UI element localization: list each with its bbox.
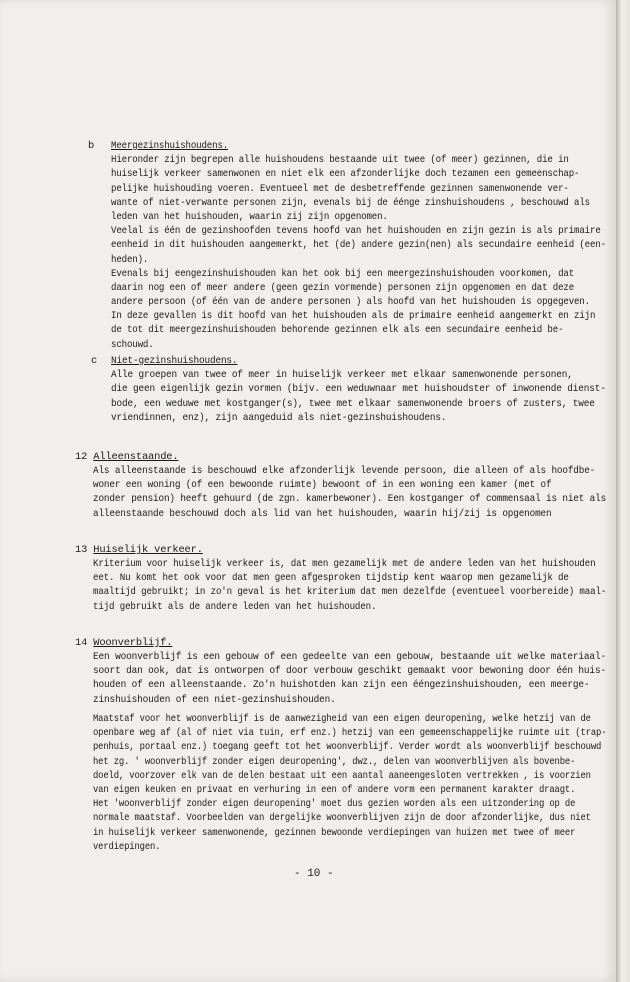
section-b	[111, 139, 606, 352]
section-14-body	[93, 650, 606, 707]
section-13	[75, 543, 203, 557]
text-line: soort dan ook, dat is ontworpen of door verbouw geschikt gemaakt voor bewoning door één huis-	[93, 665, 606, 678]
text-line: huiselijk verkeer samenwonen en niet elk een afzonderlijke doch tezamen een gemeenschap-	[111, 168, 580, 181]
section-14	[75, 636, 172, 650]
section-c	[111, 354, 606, 425]
text-line: het zg. ' woonverblijf zonder eigen deuropening', dwz., delen van woonverblijven als bovenbe-	[93, 755, 576, 768]
text-line: normale maatstaf. Voorbeelden van dergelijke woonverblijven zijn de door afzonderlijke, dus niet	[93, 812, 591, 825]
text-line: Hieronder zijn begrepen alle huishoudens bestaande uit twee (of meer) gezinnen, die in	[111, 154, 569, 167]
text-line: Alle groepen van twee of meer in huiselijk verkeer met elkaar samenwonende personen,	[111, 369, 573, 382]
section-13-number: 13	[75, 544, 88, 556]
text-line: maaltijd gebruikt; in zo'n geval is het kriterium dat men dezelfde (eventueel voorbereide) maal-	[93, 586, 607, 599]
text-line: die geen eigenlijk gezin vormen (bijv. een weduwnaar met huishoudster of inwonende dienst-	[111, 383, 606, 396]
text-line: van eigen keuken en privaat en verhuring in een of andere vorm een permanent karakter draagt.	[93, 783, 576, 796]
text-line: penhuis, portaal enz.) toegang geeft tot het woonverblijf. Verder wordt als woonverblijf beschouwd	[93, 741, 602, 754]
text-line: eet. Nu komt het ook voor dat men geen afgesproken tijdstip kent waarop men gezamelijk de	[93, 572, 569, 585]
text-line: wante of niet-verwante personen zijn, evenals bij de éénge zinshuishoudens , beschouwd als	[111, 196, 591, 209]
page-number: - 10 -	[294, 868, 334, 880]
text-line: alleenstaande beschouwd doch als lid van het huishouden, waarin hij/zij is opgenomen	[93, 507, 552, 520]
section-c-label: c	[91, 355, 98, 367]
section-12-number: 12	[75, 451, 88, 463]
text-line: Evenals bij eengezinshuishouden kan het ook bij een meergezinshuishouden voorkomen, dat	[111, 267, 575, 280]
text-line: Een woonverblijf is een gebouw of een gedeelte van een gebouw, bestaande uit welke materiaal-	[93, 651, 606, 663]
text-line: doeld, voorzover elk van de delen bestaat uit een aantal aaneengesloten vertrekken , is voorzien	[93, 769, 591, 782]
text-line: leden van het huishouden, waarin zij zijn opgenomen.	[111, 210, 388, 223]
text-line: openbare weg af (al of niet via tuin, erf enz.) hetzij van een gemeenschappelijke ruimte uit (trap-	[93, 727, 607, 740]
section-14-heading: Woonverblijf.	[93, 637, 173, 649]
text-line: verdiepingen.	[93, 840, 161, 853]
section-12-heading: Alleenstaande.	[93, 451, 179, 463]
text-line: eenheid in dit huishouden aangemerkt, het (de) andere gezin(nen) als secundaire eenheid (een-	[111, 239, 606, 252]
text-line: Kriterium voor huiselijk verkeer is, dat men gezamelijk met de andere leden van het huishouden	[93, 558, 596, 570]
text-line: houden of een alleenstaande. Zo'n huishotden kan zijn een ééngezinshuishouden, een meerge-	[93, 679, 590, 692]
section-14-criteria	[93, 712, 606, 854]
section-12	[75, 450, 178, 464]
section-13-heading: Huiselijk verkeer.	[93, 544, 203, 556]
text-line: Als alleenstaande is beschouwd elke afzonderlijk levende persoon, die alleen of als hoofdbe-	[93, 465, 596, 477]
text-line: tijd gebruikt als de andere leden van het huishouden.	[93, 600, 377, 613]
text-line: heden).	[111, 253, 149, 266]
text-line: In deze gevallen is dit hoofd van het huishouden als de primaire eenheid aangemerkt en zijn	[111, 310, 596, 323]
text-line: vriendinnen, enz), zijn aangeduid als niet-gezinshuishoudens.	[111, 411, 447, 424]
section-b-heading: Meergezinshuishoudens.	[111, 140, 229, 152]
section-12-body	[93, 464, 606, 521]
text-line: Veelal is één de gezinshoofden tevens hoofd van het huishouden en zijn gezin is als primaire	[111, 225, 601, 238]
text-line: pelijke huishouding voeren. Eventueel met de desbetreffende gezinnen samenwonende ver-	[111, 182, 569, 195]
section-13-body	[93, 557, 606, 614]
text-line: zonder pension) heeft gehuurd (de zgn. kamerbewoner). Een kostganger of commensaal is niet als	[93, 493, 607, 506]
text-line: in huiselijk verkeer samenwonende, gezinnen bewoonde verdiepingen van huizen met twee of meer	[93, 826, 576, 839]
text-line: de tot dit meergezinshuishouden behorende gezinnen elk als een secundaire eenheid be-	[111, 324, 564, 337]
text-line: woner een woning (of een bewoonde ruimte) bewoont of in een woning een kamer (met of	[93, 479, 552, 492]
text-line: Maatstaf voor het woonverblijf is de aanwezigheid van een eigen deuropening, welke hetzij van de	[93, 713, 591, 725]
section-b-label: b	[88, 140, 95, 152]
text-line: schouwd.	[111, 338, 154, 351]
section-c-heading: Niet-gezinshuishoudens.	[111, 355, 238, 367]
section-14-number: 14	[75, 637, 88, 649]
text-line: zinshuishouden of een niet-gezinshuishouden.	[93, 693, 336, 706]
text-line: Het 'woonverblijf zonder eigen deuropening' moet dus gezien worden als een uitzondering op de	[93, 798, 576, 811]
text-line: daarin nog een of meer andere (geen gezin vormende) personen zijn opgenomen en dat deze	[111, 281, 575, 294]
page-edge	[616, 0, 630, 982]
text-line: bode, een weduwe met kostganger(s), twee met elkaar samenwonende broers of zusters, twee	[111, 397, 595, 410]
text-line: andere persoon (of één van de andere personen ) als hoofd van het huishouden is opgegeven.	[111, 296, 591, 309]
